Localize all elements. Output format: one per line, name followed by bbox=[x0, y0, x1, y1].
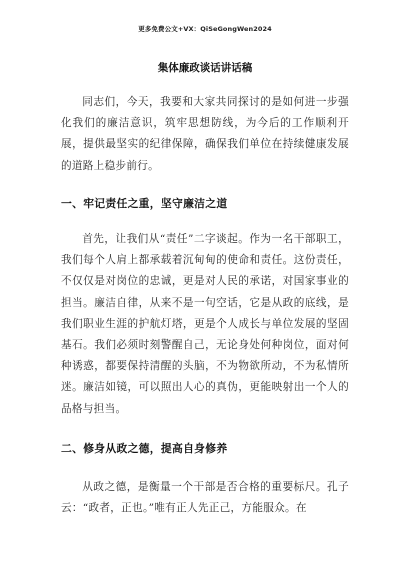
section-1-heading: 一、牢记责任之重，坚守廉洁之道 bbox=[61, 197, 228, 210]
document-title: 集体廉政谈话讲话稿 bbox=[157, 62, 253, 74]
header-note: 更多免费公文+VX：QiSeGongWen2024 bbox=[138, 25, 272, 33]
section-2-heading: 二、修身从政之德，提高自身修养 bbox=[61, 442, 228, 455]
section-2-paragraph-block bbox=[61, 477, 349, 519]
section-2-paragraph: 从政之德，是衡量一个干部是否合格的重要标尺。孔子云：“政者，正也。”唯有正人先正己，方能服众。在 bbox=[61, 481, 349, 515]
intro-paragraph: 同志们，今天，我要和大家共同探讨的是如何进一步强化我们的廉洁意识，筑牢思想防线，为今后的工作顺利开展，提供最坚实的纪律保障，确保我们单位在持续健康发展的道路上稳步前行。 bbox=[61, 96, 349, 172]
section-1-paragraph-block bbox=[61, 229, 349, 420]
section-1-paragraph: 首先，让我们从“责任”二字谈起。作为一名干部职工，我们每个人肩上都承载着沉甸甸的使命和责任。这份责任，不仅仅是对岗位的忠诚，更是对人民的承诺，对国家事业的担当。廉洁自律，从来不是一句空话，它是从政的底线，是我们职业生涯的护航灯塔，更是个人成长与单位发展的坚固基石。我们必须时刻警醒自己，无论身处何种岗位，面对何种诱惑，都要保持清醒的头脑，不为物欲所动，不为私情所迷。廉洁如镜，可以照出人心的真伪，更能映射出一个人的品格与担当。 bbox=[61, 233, 349, 415]
intro-paragraph-block bbox=[61, 92, 349, 177]
